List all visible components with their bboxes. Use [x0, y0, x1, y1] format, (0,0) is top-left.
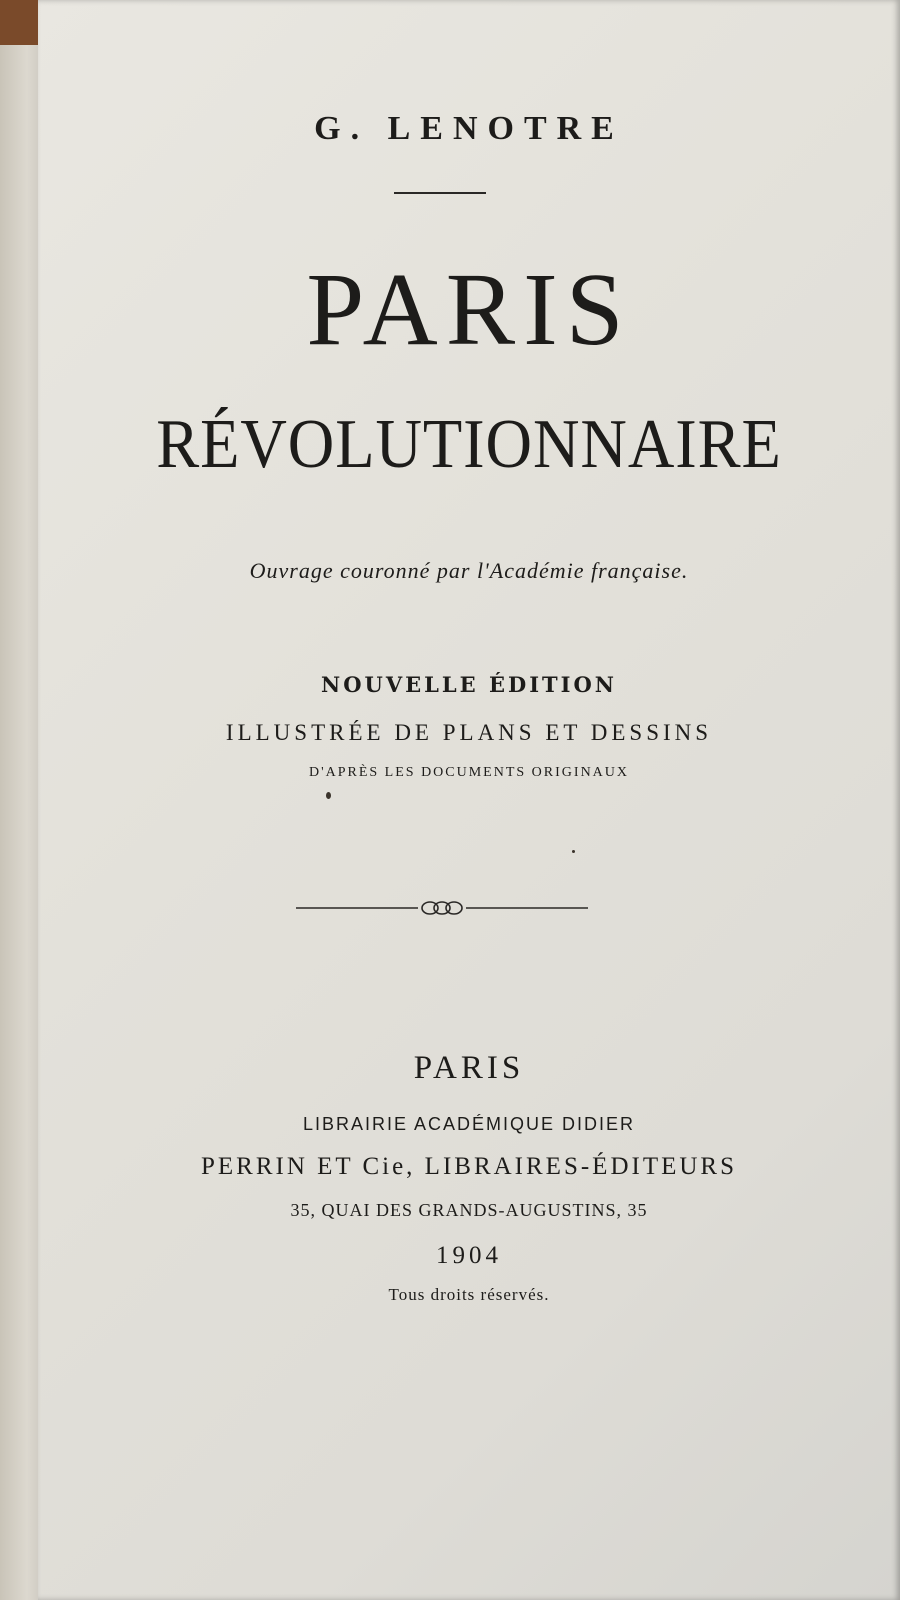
- imprint-city: PARIS: [413, 1050, 525, 1086]
- imprint-publisher: PERRIN ET Cie, LIBRAIRES-ÉDITEURS: [200, 1153, 738, 1180]
- award-note: Ouvrage couronné par l'Académie française.: [249, 558, 689, 583]
- illustration-note: ILLUSTRÉE DE PLANS ET DESSINS: [225, 720, 713, 745]
- imprint-library: LIBRAIRIE ACADÉMIQUE DIDIER: [302, 1114, 636, 1134]
- paper-speck: [326, 792, 331, 799]
- book-title-line2: RÉVOLUTIONNAIRE: [156, 406, 782, 483]
- author-rule: [394, 192, 486, 194]
- imprint-address: 35, QUAI DES GRANDS-AUGUSTINS, 35: [290, 1200, 648, 1220]
- author-name: G. LENOTRE: [314, 110, 624, 147]
- rights-notice: Tous droits réservés.: [388, 1285, 550, 1304]
- ornament-divider-icon: [296, 896, 588, 920]
- sources-note: D'APRÈS LES DOCUMENTS ORIGINAUX: [308, 765, 630, 780]
- book-title-line1: PARIS: [306, 252, 632, 367]
- imprint-year: 1904: [436, 1242, 502, 1269]
- title-page: [38, 0, 900, 1600]
- paper-speck: [572, 850, 575, 853]
- edition-heading: NOUVELLE ÉDITION: [321, 672, 617, 697]
